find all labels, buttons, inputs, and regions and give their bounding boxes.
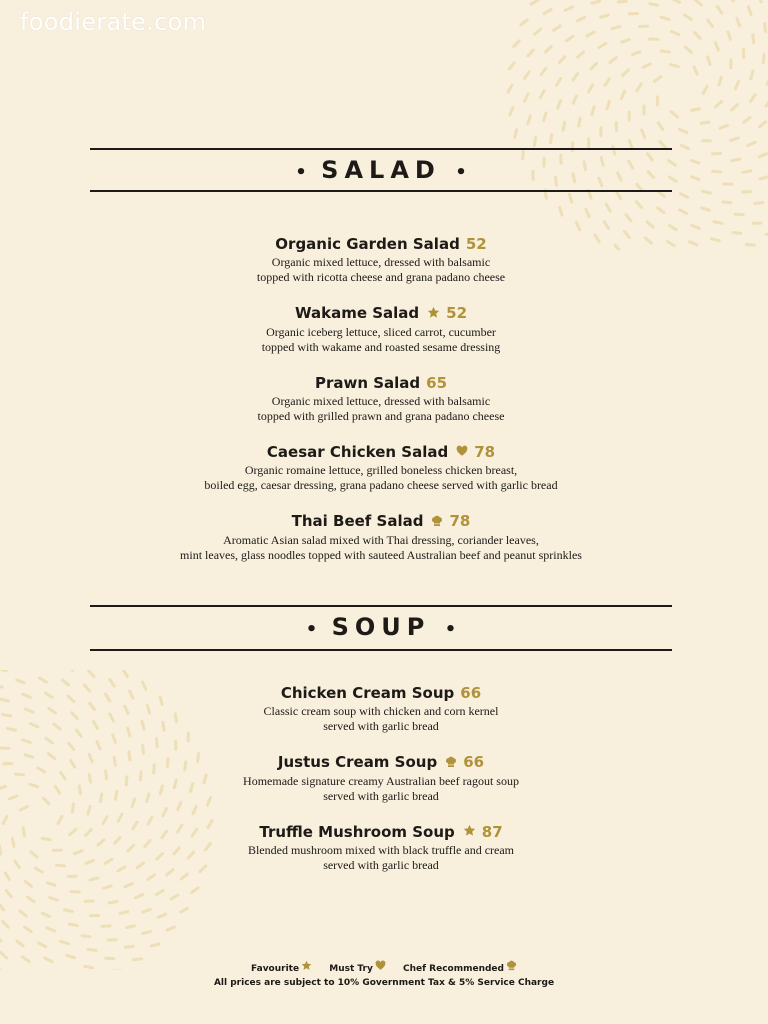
salad-top-rule: [90, 148, 672, 150]
menu-item-description-line: served with garlic bread: [323, 719, 439, 733]
menu-item-description-line: topped with grilled prawn and grana padano cheese: [257, 408, 505, 423]
salad-items: [90, 234, 672, 581]
menu-item: [90, 303, 672, 354]
soup-bottom-rule: [90, 649, 672, 651]
menu-item-price: 78: [449, 512, 471, 530]
soup-section: [90, 605, 672, 885]
menu-item-description-line: topped with wakame and roasted sesame dressing: [261, 339, 501, 354]
legend-must-try-label: Must Try: [329, 963, 373, 974]
menu-item: [90, 822, 672, 873]
menu-item: [90, 752, 672, 803]
legend-favourite: [251, 964, 312, 974]
menu-item-description-line: Blended mushroom mixed with black truffle and cream: [247, 843, 515, 857]
menu-item: [90, 373, 672, 423]
menu-item-description-line: mint leaves, glass noodles topped with sauteed Australian beef and peanut sprinkles: [180, 547, 582, 562]
menu-item-name: Justus Cream Soup: [277, 753, 438, 771]
menu-item-price: 52: [446, 304, 468, 322]
menu-item-header: [90, 511, 672, 532]
menu-item-price: 66: [463, 753, 485, 771]
menu-item-description-line: topped with ricotta cheese and grana padano cheese: [256, 270, 506, 284]
menu-item-description-line: boiled egg, caesar dressing, grana padano cheese served with garlic bread: [204, 478, 558, 492]
menu-item: [90, 511, 672, 562]
menu-item-name: Prawn Salad: [314, 373, 421, 392]
menu-item-description-line: Organic mixed lettuce, dressed with balsamic: [271, 255, 491, 269]
menu-item-header: [90, 752, 672, 773]
soup-items: [90, 683, 672, 891]
menu-item-price: 52: [465, 235, 487, 253]
menu-item-header: [90, 234, 672, 254]
menu-item-header: [90, 683, 672, 703]
chef-hat-icon: [431, 512, 443, 532]
menu-item-price: 78: [474, 442, 496, 461]
star-icon: [463, 822, 476, 842]
salad-section: [90, 148, 672, 568]
chef-hat-icon: [506, 960, 517, 976]
menu-item-price: 66: [460, 684, 482, 702]
site-watermark: foodierate.com: [20, 8, 207, 36]
legend-must-try: [329, 964, 386, 974]
menu-item-name: Wakame Salad: [294, 304, 420, 322]
bullet-dot-icon: •: [305, 619, 318, 640]
soup-heading: [90, 613, 672, 644]
menu-item-price: 65: [426, 373, 448, 392]
icon-legend: [0, 960, 768, 976]
menu-item-name: Truffle Mushroom Soup: [259, 822, 455, 841]
menu-item-header: [90, 373, 672, 393]
heart-icon: [375, 960, 386, 976]
menu-item: [90, 234, 672, 284]
menu-item-description-line: Homemade signature creamy Australian beef ragout soup: [243, 773, 519, 788]
bullet-dot-icon: •: [444, 619, 457, 640]
bullet-dot-icon: •: [455, 162, 467, 183]
menu-item-header: [90, 303, 672, 324]
chef-hat-icon: [445, 753, 457, 773]
menu-item-price: 87: [481, 822, 503, 841]
legend-chef-recommended-label: Chef Recommended: [403, 963, 504, 974]
menu-item-header: [90, 442, 672, 463]
soup-title: SOUP: [331, 613, 431, 641]
legend-chef-recommended: [403, 964, 517, 974]
star-icon: [301, 960, 312, 976]
price-note: All prices are subject to 10% Government Tax & 5% Service Charge: [213, 978, 555, 988]
menu-item-header: [90, 822, 672, 843]
menu-item-description-line: Organic iceberg lettuce, sliced carrot, cucumber: [266, 324, 496, 339]
menu-item-description-line: Classic cream soup with chicken and corn kernel: [263, 704, 499, 718]
menu-item-name: Chicken Cream Soup: [280, 684, 455, 702]
menu-item-description-line: Organic romaine lettuce, grilled boneless chicken breast,: [244, 463, 518, 477]
menu-item: [90, 442, 672, 493]
menu-item: [90, 683, 672, 733]
menu-item-description-line: served with garlic bread: [323, 858, 439, 872]
salad-heading: [90, 156, 672, 187]
menu-item-name: Thai Beef Salad: [291, 512, 424, 530]
menu-item-name: Organic Garden Salad: [275, 235, 460, 253]
menu-item-description-line: served with garlic bread: [323, 788, 439, 803]
salad-bottom-rule: [90, 190, 672, 192]
heart-icon: [456, 442, 468, 462]
legend-favourite-label: Favourite: [251, 963, 300, 974]
star-icon: [427, 304, 440, 324]
bullet-dot-icon: •: [295, 162, 307, 183]
salad-title: SALAD: [321, 156, 441, 184]
menu-item-name: Caesar Chicken Salad: [266, 442, 449, 461]
menu-item-description-line: Aromatic Asian salad mixed with Thai dressing, coriander leaves,: [223, 532, 539, 547]
menu-item-description-line: Organic mixed lettuce, dressed with balsamic: [271, 393, 491, 408]
soup-top-rule: [90, 605, 672, 607]
